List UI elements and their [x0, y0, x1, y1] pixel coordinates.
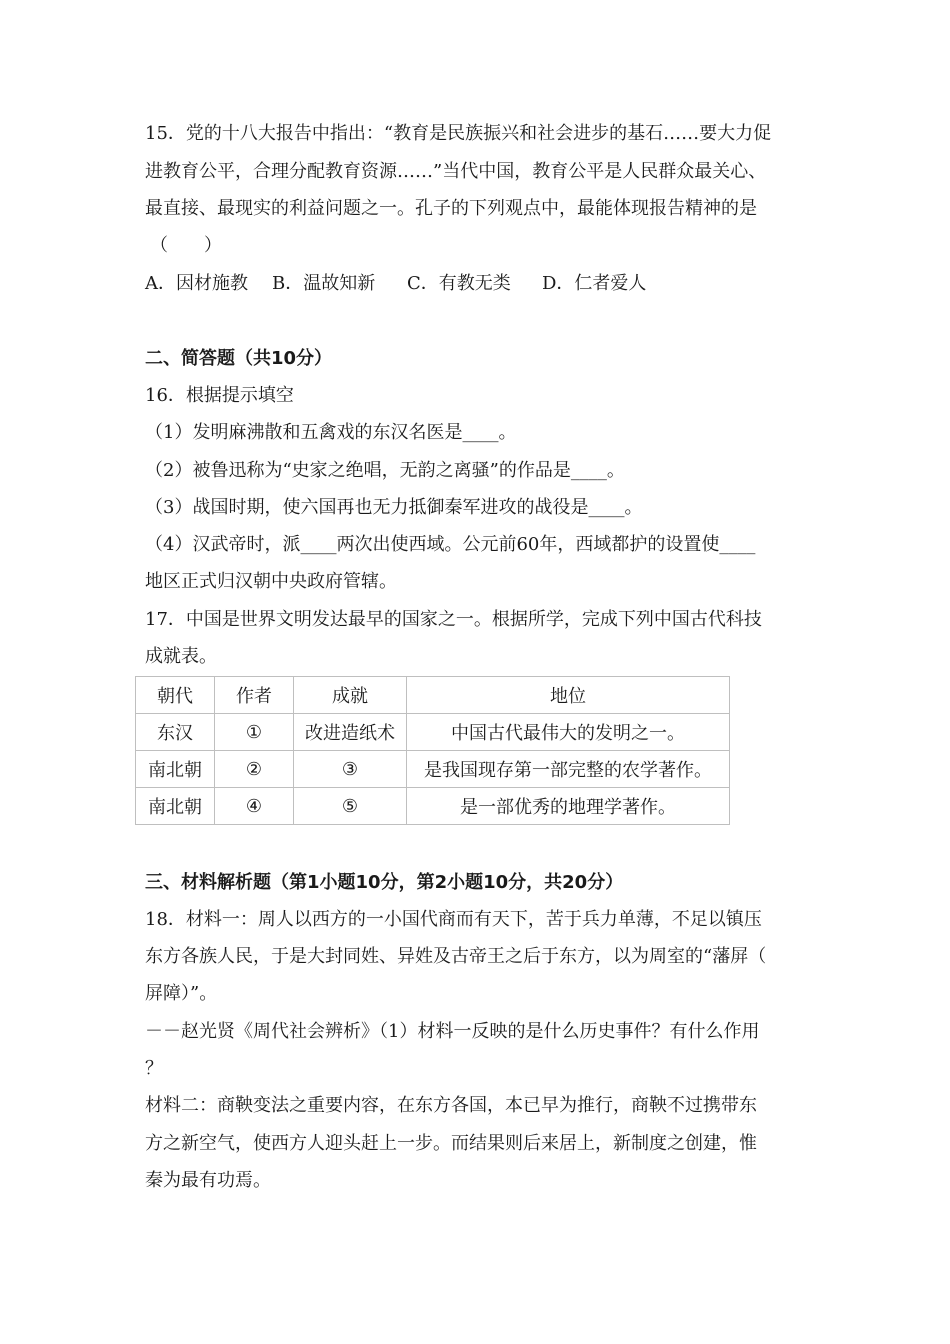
table-header-cell: 朝代 — [136, 677, 215, 714]
q18-line-5: ？ — [145, 1058, 163, 1079]
q18-line-8: 秦为最有功焉。 — [145, 1170, 271, 1191]
table-header-cell: 作者 — [215, 677, 294, 714]
table-row — [136, 751, 730, 788]
q15-option-b: B．温故知新 — [272, 273, 376, 294]
table-cell: 东汉 — [136, 714, 215, 751]
table-header-cell: 成就 — [294, 677, 407, 714]
table-cell: ② — [215, 751, 294, 788]
q15-line-2: 进教育公平，合理分配教育资源……”当代中国，教育公平是人民群众最关心、 — [145, 161, 767, 182]
table-cell: 南北朝 — [136, 788, 215, 825]
table-cell: ① — [215, 714, 294, 751]
q16-line-4: （3）战国时期，使六国再也无力抵御秦军进攻的战役是____。 — [145, 497, 643, 518]
section3-title: 三、材料解析题（第1小题10分，第2小题10分，共20分） — [145, 872, 624, 893]
q15-option-d: D．仁者爱人 — [542, 273, 647, 294]
q16-line-6: 地区正式归汉朝中央政府管辖。 — [145, 571, 397, 592]
table-cell: ④ — [215, 788, 294, 825]
q16-line-2: （1）发明麻沸散和五禽戏的东汉名医是____。 — [145, 422, 517, 443]
table-cell: 是一部优秀的地理学著作。 — [407, 788, 730, 825]
table-cell: ⑤ — [294, 788, 407, 825]
q15-line-1: 15．党的十八大报告中指出：“教育是民族振兴和社会进步的基石……要大力促 — [145, 123, 772, 144]
table-cell: 南北朝 — [136, 751, 215, 788]
q16-line-3: （2）被鲁迅称为“史家之绝唱，无韵之离骚”的作品是____。 — [145, 460, 625, 481]
q17-line-2: 成就表。 — [145, 646, 217, 667]
table-header-cell: 地位 — [407, 677, 730, 714]
q18-line-7: 方之新空气，使西方人迎头赶上一步。而结果则后来居上，新制度之创建，惟 — [145, 1133, 757, 1154]
q18-line-1: 18．材料一：周人以西方的一小国代商而有天下，苦于兵力单薄，不足以镇压 — [145, 909, 762, 930]
q15-line-3: 最直接、最现实的利益问题之一。孔子的下列观点中，最能体现报告精神的是 — [145, 198, 757, 219]
table-header-row — [136, 677, 730, 714]
table-cell: 是我国现存第一部完整的农学著作。 — [407, 751, 730, 788]
q15-option-c: C．有教无类 — [407, 273, 511, 294]
q15-option-a: A．因材施教 — [145, 273, 248, 294]
q18-line-3: 屏障）”。 — [145, 983, 218, 1004]
table-cell: 中国古代最伟大的发明之一。 — [407, 714, 730, 751]
q15-options — [145, 272, 646, 296]
table-cell: ③ — [294, 751, 407, 788]
section2-title: 二、简答题（共10分） — [145, 348, 333, 369]
table-row — [136, 788, 730, 825]
q15-line-4: （ ） — [150, 235, 222, 256]
q16-line-5: （4）汉武帝时，派____两次出使西域。公元前60年，西域都护的设置使____ — [145, 534, 756, 555]
q17-line-1: 17．中国是世界文明发达最早的国家之一。根据所学，完成下列中国古代科技 — [145, 609, 762, 630]
q18-line-6: 材料二：商鞅变法之重要内容，在东方各国，本已早为推行，商鞅不过携带东 — [145, 1095, 757, 1116]
q16-line-1: 16．根据提示填空 — [145, 385, 294, 406]
q18-line-4: －－赵光贤《周代社会辨析》（1）材料一反映的是什么历史事件？有什么作用 — [145, 1021, 760, 1042]
q18-line-2: 东方各族人民，于是大封同姓、异姓及古帝王之后于东方，以为周室的“藩屏（ — [145, 946, 767, 967]
achievement-table — [135, 676, 730, 825]
table-row — [136, 714, 730, 751]
table-cell: 改进造纸术 — [294, 714, 407, 751]
